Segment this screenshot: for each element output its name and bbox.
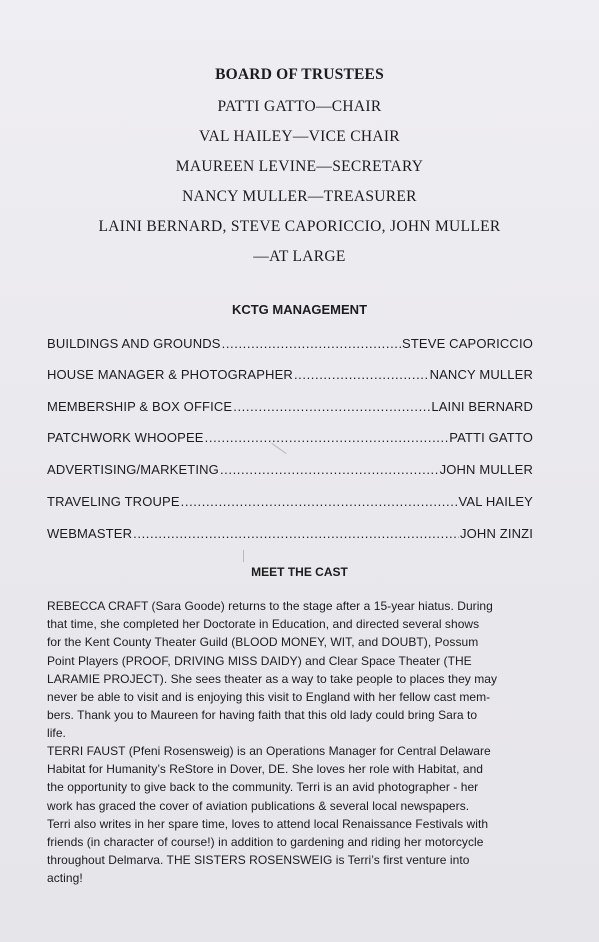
bio-line: never be able to visit and is enjoying this visit to England with her fellow cast mem- — [47, 690, 491, 705]
management-role: WEBMASTER — [47, 526, 133, 541]
bio-line: Terri also writes in her spare time, loves to attend local Renaissance Festivals with — [47, 816, 489, 831]
bio-line: throughout Delmarva. THE SISTERS ROSENSWEIG is Terri’s first venture into — [47, 853, 470, 868]
cast-bio-terri-faust — [47, 742, 547, 888]
dot-leader — [181, 494, 458, 509]
management-row — [47, 430, 533, 448]
scan-mark — [243, 550, 244, 562]
management-row — [47, 336, 533, 354]
management-role: MEMBERSHIP & BOX OFFICE — [47, 399, 233, 414]
management-name: STEVE CAPORICCIO — [402, 336, 533, 351]
management-role: PATCHWORK WHOOPEE — [47, 430, 204, 445]
bio-line: Habitat for Humanity’s ReStore in Dover, DE. She loves her role with Habitat, and — [47, 762, 484, 777]
management-row — [47, 526, 533, 544]
bio-line: TERRI FAUST (Pfeni Rosensweig) is an Operations Manager for Central Delaware — [47, 744, 491, 758]
board-member-chair: PATTI GATTO—CHAIR — [217, 98, 382, 115]
management-role: HOUSE MANAGER & PHOTOGRAPHER — [47, 367, 293, 382]
dot-leader — [205, 430, 449, 445]
management-name: JOHN MULLER — [439, 462, 533, 477]
management-role: TRAVELING TROUPE — [47, 494, 180, 509]
management-row — [47, 367, 533, 385]
bio-line: friends (in character of course!) in addition to gardening and riding her motorcycle — [47, 835, 484, 850]
management-row — [47, 462, 533, 480]
board-member-vice-chair: VAL HAILEY—VICE CHAIR — [199, 128, 400, 145]
board-of-trustees-heading: BOARD OF TRUSTEES — [215, 66, 384, 83]
dot-leader — [220, 462, 439, 477]
bio-line: for the Kent County Theater Guild (BLOOD MONEY, WIT, and DOUBT), Possum — [47, 635, 479, 650]
management-row — [47, 494, 533, 512]
board-member-treasurer: NANCY MULLER—TREASURER — [182, 188, 417, 205]
management-name: VAL HAILEY — [458, 494, 533, 509]
bio-line: that time, she completed her Doctorate in Education, and directed several shows — [47, 617, 480, 632]
bio-line: REBECCA CRAFT (Sara Goode) returns to the stage after a 15-year hiatus. During — [47, 599, 493, 613]
cast-bio-rebecca-craft — [47, 597, 547, 743]
meet-the-cast-heading: MEET THE CAST — [251, 565, 348, 579]
bio-line: the opportunity to give back to the community. Terri is an avid photographer - her — [47, 780, 479, 795]
management-name: NANCY MULLER — [429, 367, 533, 382]
management-role: BUILDINGS AND GROUNDS — [47, 336, 221, 351]
bio-line: life. — [47, 726, 66, 741]
management-name: LAINI BERNARD — [431, 399, 533, 414]
bio-line: bers. Thank you to Maureen for having faith that this old lady could bring Sara to — [47, 708, 478, 723]
management-name: JOHN ZINZI — [460, 526, 533, 541]
dot-leader — [294, 367, 429, 382]
bio-line: work has graced the cover of aviation publications & several local newspapers. — [47, 798, 470, 813]
management-heading: KCTG MANAGEMENT — [231, 302, 368, 317]
board-at-large-label: —AT LARGE — [253, 248, 346, 265]
board-members-at-large: LAINI BERNARD, STEVE CAPORICCIO, JOHN MULLER — [98, 218, 501, 235]
bio-line: acting! — [47, 871, 83, 886]
bio-line: LARAMIE PROJECT). She sees theater as a way to take people to places they may — [47, 671, 498, 686]
board-member-secretary: MAUREEN LEVINE—SECRETARY — [175, 158, 424, 175]
dot-leader — [133, 526, 459, 541]
bio-line: Point Players (PROOF, DRIVING MISS DAIDY) and Clear Space Theater (THE — [47, 653, 472, 668]
management-role: ADVERTISING/MARKETING — [47, 462, 219, 477]
management-name: PATTI GATTO — [449, 430, 533, 445]
management-row — [47, 399, 533, 417]
dot-leader — [222, 336, 401, 351]
dot-leader — [233, 399, 430, 414]
